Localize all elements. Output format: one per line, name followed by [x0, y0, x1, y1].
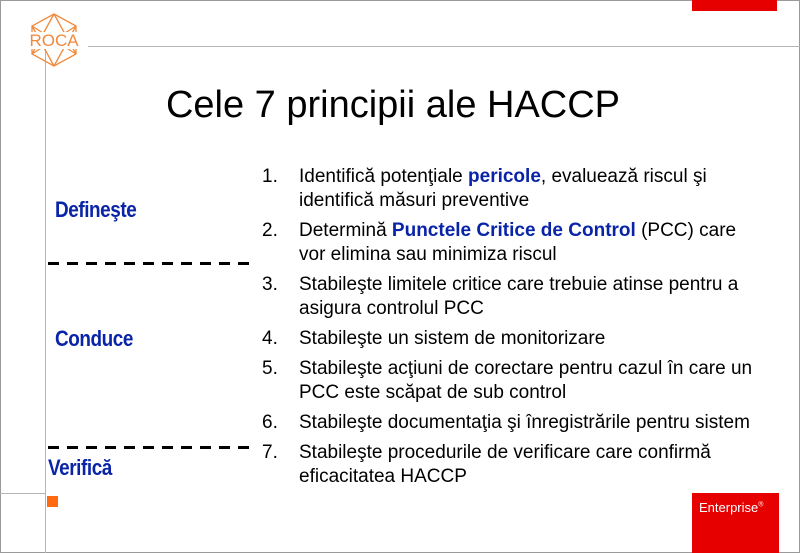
- principle-text: Stabileşte un sistem de monitorizare: [299, 328, 606, 349]
- principle-number: 4.: [262, 328, 278, 349]
- orange-square-decoration: [47, 496, 58, 507]
- principle-highlight: Punctele Critice de Control: [391, 220, 636, 241]
- principle-item: [262, 411, 762, 435]
- page-title: Cele 7 principii ale HACCP: [165, 84, 621, 126]
- principle-number: 2.: [262, 220, 278, 241]
- principle-item: [262, 219, 762, 267]
- red-bar-top: [692, 0, 777, 11]
- header-divider: [45, 46, 800, 47]
- principle-item: [262, 165, 762, 213]
- label-conduce: Conduce: [55, 326, 133, 351]
- roca-logo-hexagon-icon: [18, 12, 90, 68]
- dashed-separator: [48, 262, 252, 265]
- principle-number: 5.: [262, 358, 278, 379]
- principle-number: 7.: [262, 442, 278, 463]
- principle-text: Stabileşte acţiuni de corectare pentru cazul în care un PCC este scăpat de sub control: [299, 358, 753, 403]
- registered-mark: ®: [758, 501, 764, 509]
- principle-number: 6.: [262, 412, 278, 433]
- principle-text: Identifică potenţiale: [299, 166, 469, 187]
- principle-item: [262, 357, 762, 405]
- principle-text: Stabileşte documentaţia şi înregistrările pentru sistem: [299, 412, 750, 433]
- principle-text: (PCC) care vor elimina sau minimiza riscul: [299, 220, 737, 265]
- principle-text: Determină: [299, 220, 392, 241]
- dashed-separator: [48, 446, 252, 449]
- principle-number: 3.: [262, 274, 278, 295]
- label-defineste: Defineşte: [55, 197, 137, 222]
- label-verifica: Verifică: [48, 455, 112, 480]
- principle-number: 1.: [262, 166, 278, 187]
- principle-text: , evaluează riscul şi identifică măsuri preventive: [299, 166, 707, 211]
- enterprise-text: Enterprise: [699, 500, 759, 515]
- enterprise-brand: [699, 500, 763, 515]
- principle-highlight: pericole: [468, 166, 541, 187]
- principles-list: [262, 165, 762, 495]
- principle-item: [262, 273, 762, 321]
- footer-divider: [0, 493, 46, 494]
- principle-text: Stabileşte limitele critice care trebuie atinse pentru a asigura controlul PCC: [299, 274, 739, 319]
- principle-item: [262, 327, 762, 351]
- logo-text: ROCA: [29, 31, 79, 50]
- principle-item: [262, 441, 762, 489]
- principle-text: Stabileşte procedurile de verificare care confirmă eficacitatea HACCP: [299, 442, 711, 487]
